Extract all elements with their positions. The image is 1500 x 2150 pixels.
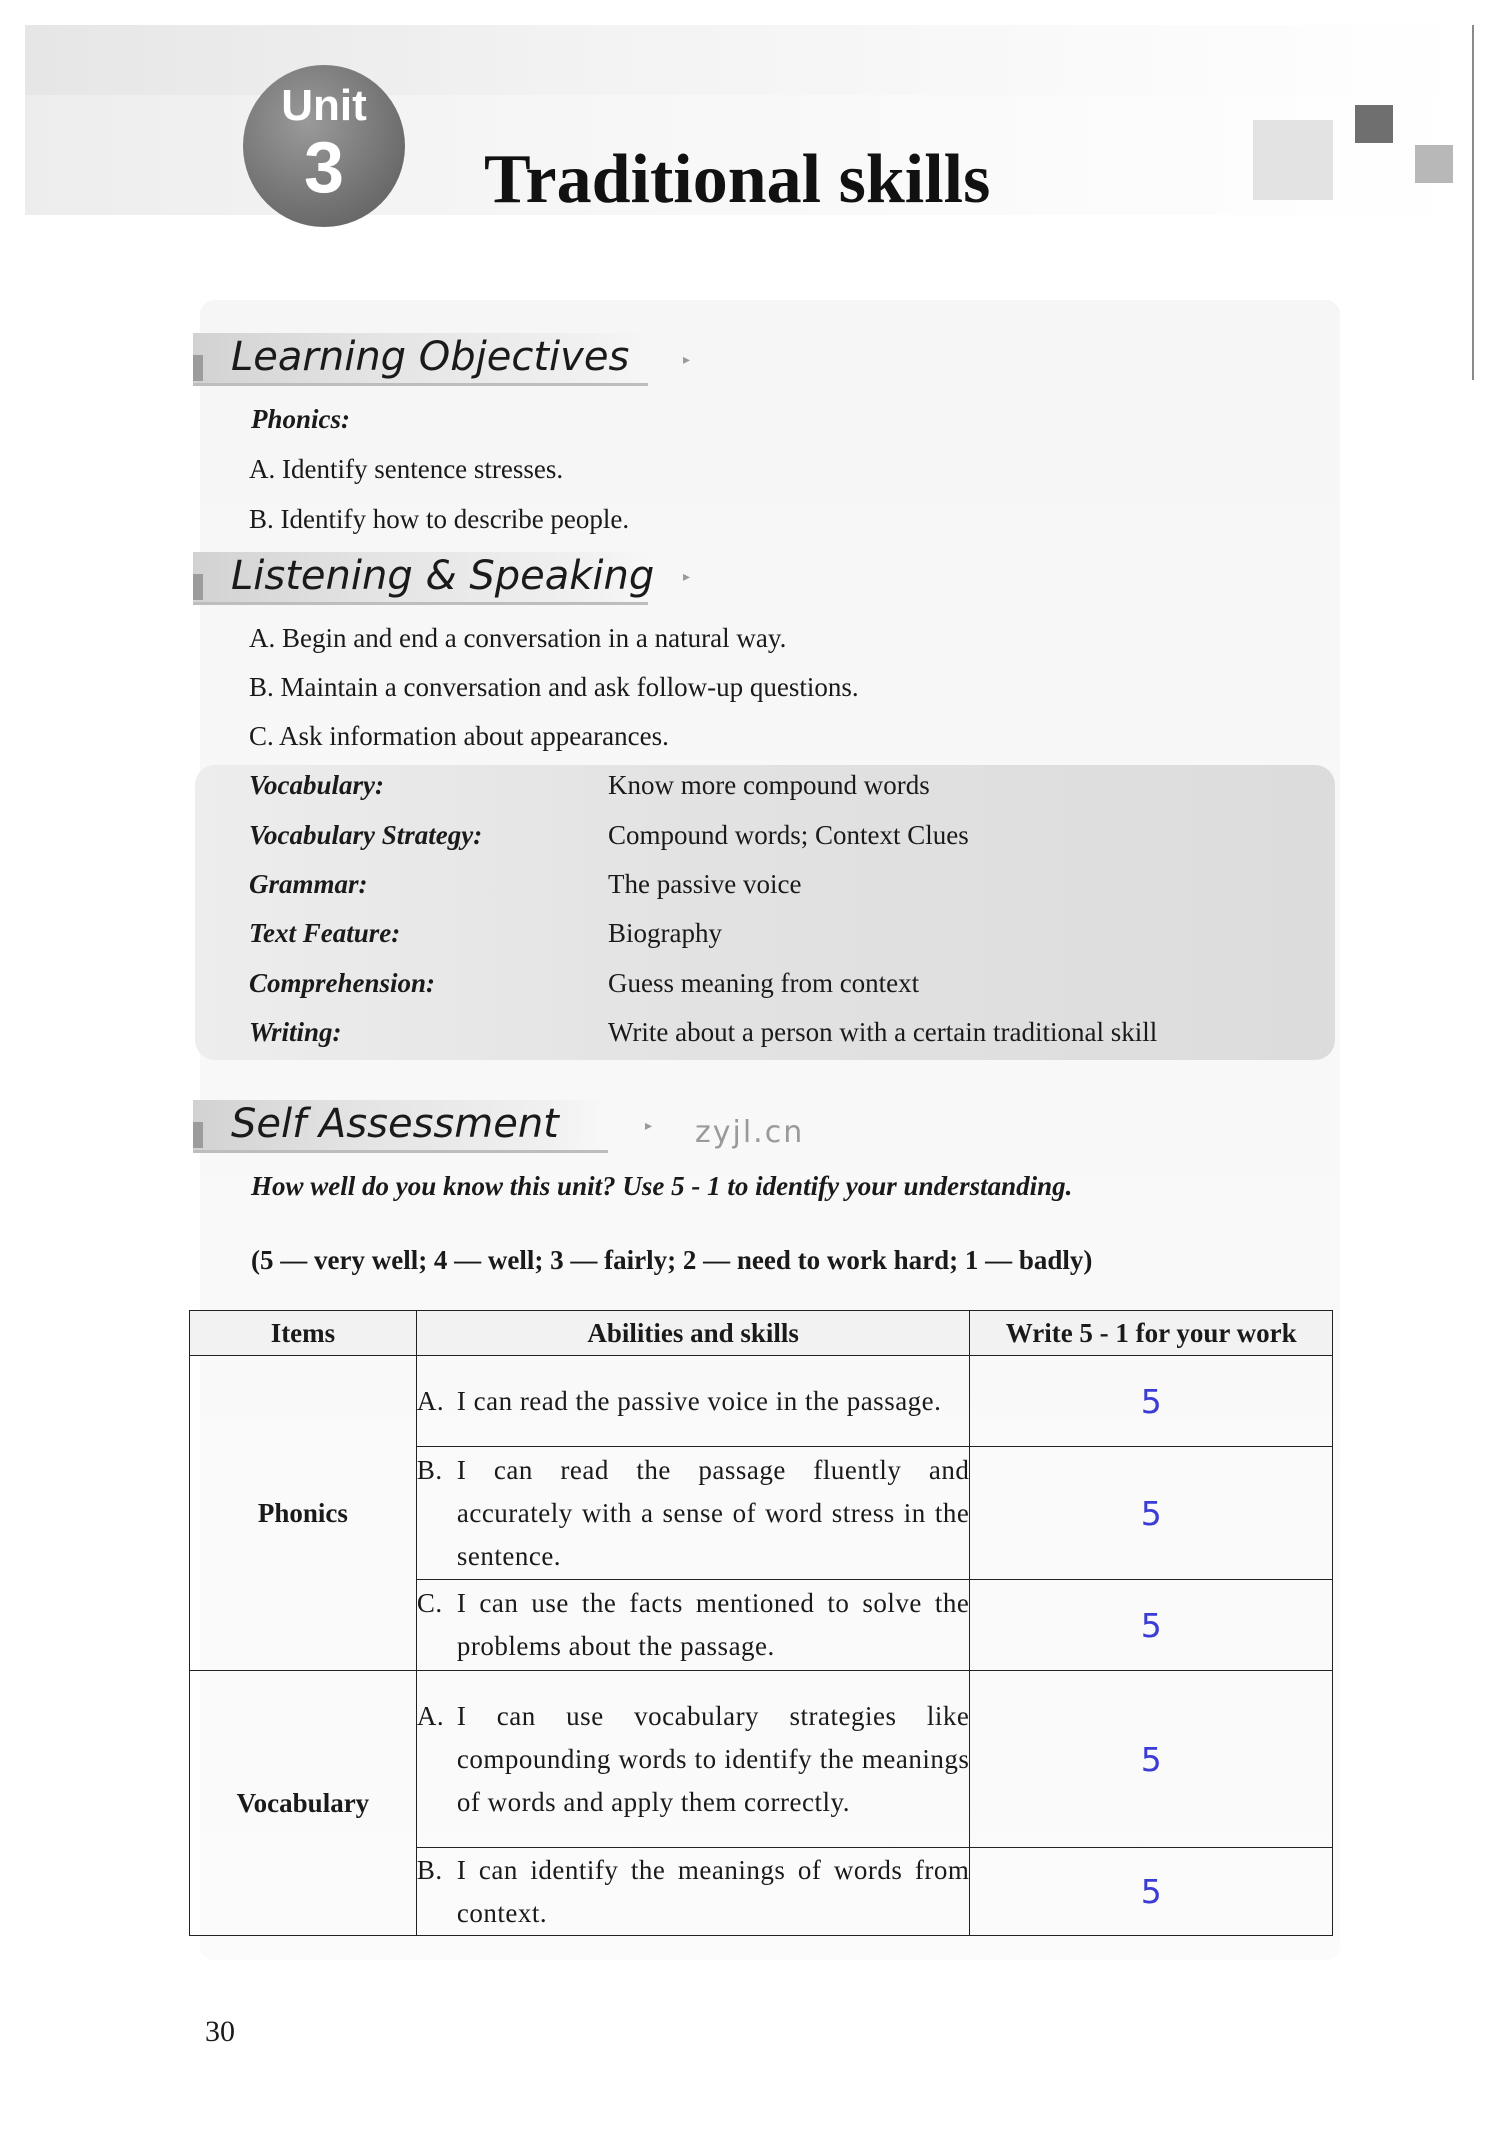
phonics-item: A. Identify sentence stresses.: [249, 454, 564, 484]
assessment-table: [189, 1310, 1333, 1936]
score-cell[interactable]: 5: [970, 1848, 1333, 1936]
table-row: [190, 1356, 1333, 1447]
watermark: zyjl.cn: [695, 1115, 805, 1150]
item-phonics: Phonics: [190, 1356, 417, 1671]
learning-objectives-heading-text: Learning Objectives: [231, 334, 630, 380]
ability-text: I can read the passage fluently and accurately with a sense of word stress in the sentence.: [456, 1454, 970, 1571]
objective-label: Vocabulary:: [249, 770, 384, 800]
ability-cell: [416, 1671, 970, 1848]
listening-item: B. Maintain a conversation and ask follow-up questions.: [249, 672, 859, 702]
ability-text: I can identify the meanings of words from context.: [456, 1854, 970, 1928]
score-cell[interactable]: 5: [970, 1671, 1333, 1848]
score-cell[interactable]: 5: [970, 1447, 1333, 1580]
objective-value: Compound words; Context Clues: [608, 820, 969, 850]
assessment-scale: (5 — very well; 4 — well; 3 — fairly; 2 — need to work hard; 1 — badly): [251, 1245, 1093, 1275]
self-assessment-heading-text: Self Assessment: [231, 1101, 559, 1147]
objective-value: The passive voice: [608, 869, 802, 899]
objective-value: Write about a person with a certain traditional skill: [608, 1017, 1158, 1047]
section-arrow-icon: ▸: [683, 570, 691, 585]
objective-label: Writing:: [249, 1017, 342, 1047]
ability-cell: [416, 1580, 970, 1671]
listening-item: A. Begin and end a conversation in a natural way.: [249, 623, 787, 653]
phonics-label: Phonics:: [251, 404, 351, 434]
score-cell[interactable]: 5: [970, 1356, 1333, 1447]
column-header-score: Write 5 - 1 for your work: [970, 1311, 1333, 1356]
section-arrow-icon: ▸: [683, 353, 691, 368]
objective-label: Text Feature:: [249, 918, 401, 948]
ability-letter: A.: [416, 1385, 445, 1416]
phonics-item: B. Identify how to describe people.: [249, 504, 630, 534]
decorative-square-dark: [1355, 105, 1393, 143]
listening-speaking-heading-text: Listening & Speaking: [231, 553, 655, 599]
column-header-abilities: Abilities and skills: [416, 1311, 970, 1356]
ability-cell: [416, 1848, 970, 1936]
page-number: 30: [205, 2015, 235, 2048]
objective-label: Vocabulary Strategy:: [249, 820, 483, 850]
objective-value: Guess meaning from context: [608, 968, 920, 998]
column-header-items: Items: [190, 1311, 417, 1356]
listening-item: C. Ask information about appearances.: [249, 721, 669, 751]
self-assessment-heading: [193, 1100, 608, 1153]
unit-badge: [243, 65, 405, 227]
objective-value: Biography: [608, 918, 722, 948]
table-row: [190, 1671, 1333, 1848]
ability-letter: B.: [416, 1454, 443, 1485]
ability-cell: [416, 1447, 970, 1580]
objective-label: Grammar:: [249, 869, 368, 899]
unit-label: Unit: [281, 81, 367, 130]
section-arrow-icon: ▸: [645, 1119, 653, 1134]
objective-label: Comprehension:: [249, 968, 436, 998]
decorative-square-light: [1415, 145, 1453, 183]
margin-rule: [1472, 25, 1474, 380]
listening-speaking-heading: [193, 552, 655, 605]
score-cell[interactable]: 5: [970, 1580, 1333, 1671]
objective-value: Know more compound words: [608, 770, 930, 800]
ability-text: I can use vocabulary strategies like compounding words to identify the meanings of words and apply them correctly.: [456, 1700, 970, 1817]
unit-number: 3: [303, 128, 345, 208]
item-vocabulary: Vocabulary: [190, 1671, 417, 1936]
page-title: Traditional skills: [484, 141, 991, 218]
learning-objectives-heading: [193, 333, 648, 386]
ability-text: I can use the facts mentioned to solve the problems about the passage.: [456, 1588, 970, 1661]
ability-cell: [416, 1356, 970, 1447]
ability-letter: B.: [416, 1854, 443, 1885]
table-header-row: [190, 1311, 1333, 1356]
decorative-square-large: [1253, 120, 1333, 200]
ability-text: I can read the passive voice in the passage.: [456, 1385, 942, 1416]
assessment-question: How well do you know this unit? Use 5 - 1 to identify your understanding.: [251, 1171, 1073, 1201]
ability-letter: A.: [416, 1700, 445, 1731]
ability-letter: C.: [416, 1588, 443, 1618]
